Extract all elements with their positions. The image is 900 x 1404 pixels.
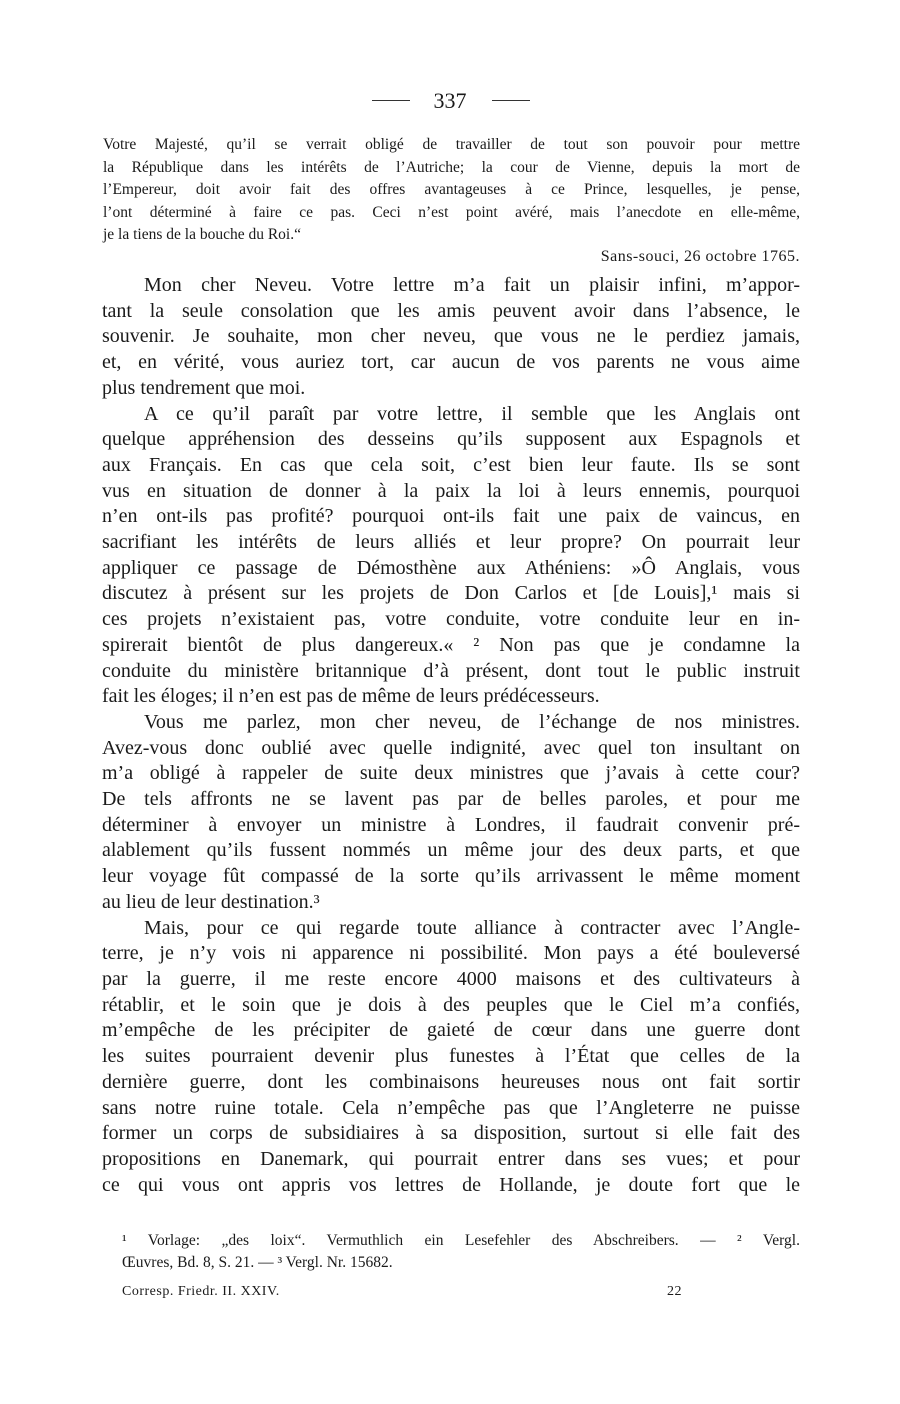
body-line: spirerait bientôt de plus dangereux.« ² Non pas que je condamne la xyxy=(102,633,800,656)
header-rule-right xyxy=(492,100,530,101)
body-line: propositions en Danemark, qui pourrait entrer dans ses vues; et pour xyxy=(102,1147,800,1170)
body-line: rétablir, et le soin que je dois à des peuples que le Ciel m’a confiés, xyxy=(102,993,800,1016)
body-line: ce qui vous ont appris vos lettres de Hollande, je doute fort que le xyxy=(102,1173,800,1196)
footnote-line: ¹ Vorlage: „des loix“. Vermuthlich ein Lesefehler des Abschreibers. — ² Vergl. xyxy=(122,1232,800,1249)
quote-line: l’Empereur, doit avoir fait des offres avantageuses à ce Prince, lesquelles, je pense, xyxy=(103,181,800,198)
body-line: m’empêche de les précipiter de gaieté de cœur dans une guerre dont xyxy=(102,1019,800,1042)
body-line: A ce qu’il paraît par votre lettre, il semble que les Anglais ont xyxy=(144,402,800,425)
body-line: dernière guerre, dont les combinaisons heureuses nous ont fait sortir xyxy=(102,1070,800,1093)
body-line: Mais, pour ce qui regarde toute alliance à contracter avec l’Angle- xyxy=(144,916,800,939)
body-line: discutez à présent sur les projets de Don Carlos et [de Louis],¹ mais si xyxy=(102,582,800,605)
letter-body xyxy=(102,273,800,1198)
body-line: conduite du ministère britannique d’à présent, dont tout le public instruit xyxy=(102,659,800,682)
footnotes xyxy=(122,1230,800,1274)
page-header xyxy=(0,86,900,116)
quote-line: la République dans les intérêts de l’Autriche; la cour de Vienne, depuis la mort de xyxy=(103,158,800,176)
body-line: quelque appréhension des desseins qu’ils supposent aux Espagnols et xyxy=(102,428,800,451)
body-line: déterminer à envoyer un ministre à Londres, il faudrait convenir pré- xyxy=(102,813,800,836)
body-line: au lieu de leur destination.³ xyxy=(102,890,320,913)
body-line: sans notre ruine totale. Cela n’empêche pas que l’Angleterre ne puisse xyxy=(102,1096,800,1119)
footnote-line: Œuvres, Bd. 8, S. 21. — ³ Vergl. Nr. 15682. xyxy=(122,1254,393,1271)
body-line: appliquer ce passage de Démosthène aux Athéniens: »Ô Anglais, vous xyxy=(102,556,800,579)
letter-dateline: Sans-souci, 26 octobre 1765. xyxy=(600,248,800,265)
page-number: 337 xyxy=(433,88,467,113)
body-line: tant la seule consolation que les amis peuvent avoir dans l’absence, le xyxy=(102,299,800,322)
body-line: fait les éloges; il n’en est pas de même de leurs prédécesseurs. xyxy=(102,685,600,708)
body-line: m’a obligé à rappeler de suite deux ministres que j’avais à cette cour? xyxy=(102,762,800,785)
sheet-number: 22 xyxy=(667,1284,682,1299)
quote-line: l’ont déterminé à faire ce pas. Ceci n’est point avéré, mais l’anecdote en elle-même, xyxy=(103,203,800,221)
quote-line: je la tiens de la bouche du Roi.“ xyxy=(103,226,301,243)
body-line: leur voyage fût compassé de la sorte qu’ils arrivassent le même moment xyxy=(102,865,800,888)
body-line: Mon cher Neveu. Votre lettre m’a fait un plaisir infini, m’appor- xyxy=(144,274,800,296)
quote-line: Votre Majesté, qu’il se verrait obligé de travailler de tout son pouvoir pour mettre xyxy=(103,136,800,153)
body-line: Vous me parlez, mon cher neveu, de l’échange de nos ministres. xyxy=(144,710,800,733)
body-line: les suites pourraient devenir plus funestes à l’État que celles de la xyxy=(102,1045,800,1068)
body-line: aux Français. En cas que cela soit, c’est bien leur faute. Ils se sont xyxy=(102,453,800,476)
body-line: sacrifiant les intérêts de leurs alliés et leur propre? On pourrait leur xyxy=(102,531,800,554)
header-rule-left xyxy=(372,100,410,101)
quoted-passage xyxy=(103,134,800,247)
body-line: vus en situation de donner à la paix la loi à leurs ennemis, pourquoi xyxy=(102,479,800,502)
source-signature: Corresp. Friedr. II. XXIV. xyxy=(122,1284,280,1299)
body-line: n’en ont-ils pas profité? pourquoi ont-ils fait une paix de vaincus, en xyxy=(102,505,800,528)
body-line: et, en vérité, vous auriez tort, car aucun de vos parents ne vous aime xyxy=(102,351,800,374)
page-footer xyxy=(122,1282,682,1302)
body-line: De tels affronts ne se lavent pas par de belles paroles, et pour me xyxy=(102,788,800,811)
body-line: former un corps de subsidiaires à sa disposition, surtout si elle fait des xyxy=(102,1122,800,1145)
body-line: plus tendrement que moi. xyxy=(102,376,306,399)
body-line: ces projets n’existaient pas, votre conduite, votre conduite leur en in- xyxy=(102,608,800,631)
body-line: terre, je n’y vois ni apparence ni possibilité. Mon pays a été bouleversé xyxy=(102,942,800,965)
body-line: souvenir. Je souhaite, mon cher neveu, que vous ne le perdiez jamais, xyxy=(102,325,800,348)
body-line: par la guerre, il me reste encore 4000 maisons et des cultivateurs à xyxy=(102,967,800,990)
body-line: alablement qu’ils fussent nommés un même jour des deux parts, et que xyxy=(102,839,800,862)
body-line: Avez-vous donc oublié avec quelle indignité, avec quel ton insultant on xyxy=(102,736,800,759)
